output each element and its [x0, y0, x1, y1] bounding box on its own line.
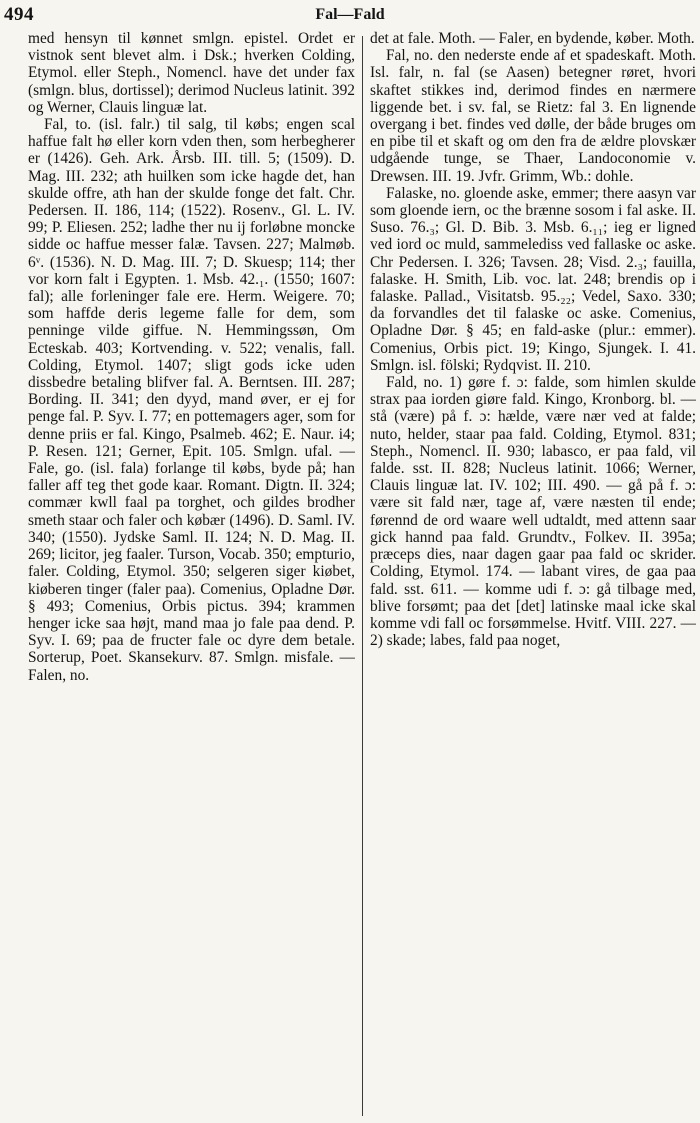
entry-fal-noun: Fal, no. den nederste ende af et spadeskaft. Moth. Isl. falr, n. fal (se Aasen) betegner røret, hvori skaftet stikkes ind, derimod findes en nærmere liggende bet. i sv. fal, se Rietz: fal 3. En lignende overgang i bet. findes ved dølle, der både bruges om en pibe til et skaft og om den fra de ældre plovskær udgående tunge, se Thaer, Landoconomie v. Drewsen. III. 19. Jvfr. Grimm, Wb.: dohle. — [370, 47, 696, 185]
entry-fal-adjective: Fal, to. (isl. falr.) til salg, til købs; engen scal haffue falt hø eller korn vden then, som herbegherer er (1426). Geh. Ark. Årsb. III. till. 5; (1509). D. Mag. III. 232; ath huilken som icke hagde det, han skulde offre, ath han der skulde fonge det falt. Chr. Pedersen. II. 186, 114; (1522). Rosenv., Gl. L. IV. 99; P. Eliesen. 252; ladhe ther nu ij forløbne moncke sidde oc haffue messer falæ. Tavsen. 227; Malmøb. 6ᵛ. (1536). N. D. Mag. III. 7; D. Skuesp; 114; ther vor korn falt i Egypten. 1. Msb. 42.₁. (1550; 1607: fal); alle forleninger fale ere. Herm. Weigere. 70; som haffde deris legeme falle for dem, som penninge vilde giffue. N. Hemmingssøn, Om Ecteskab. 403; Kortvending. v. 522; venalis, fall. Colding, Etymol. 1407; sligt gods icke uden dissbedre betaling blifver fal. A. Berntsen. III. 287; Bording. II. 341; den dyyd, mand øver, er ej for penge fal. P. Syv. I. 77; en pottemagers ager, som for denne priis er fal. Kingo, Psalmeb. 462; E. Naur. i4; P. Resen. 121; Gerner, Epit. 105. Smlgn. ufal. — Fale, go. (isl. fala) forlange til købs, byde på; han faller aff teg thet gode kaar. Romant. Digtn. II. 324; commær kwll faal pa torghet, och gildes brodher smeth staar och faler och købær (1496). D. Saml. IV. 340; (1550). Jydske Saml. II. 124; N. D. Mag. II. 269; licitor, jeg faaler. Turson, Vocab. 350; empturio, faler. Colding, Etymol. 350; selgeren siger kiøbet, kiøberen tinger (faler paa). Comenius, Opladne Dør. § 493; Comenius, Orbis pictus. 394; krammen henger icke saa højt, mand maa jo fale paa dend. P. Syv. I. 69; paa de fructer fale oc dyre dem betale. Sorterup, Poet. Skansekurv. 87. Smlgn. misfale. — Falen, no. — [28, 116, 355, 684]
right-column — [370, 30, 696, 1120]
running-head: Fal—Fald — [315, 6, 385, 23]
column-rule — [362, 36, 363, 1116]
page-number: 494 — [4, 4, 34, 25]
left-column — [28, 30, 355, 1120]
entry-continuation-right: det at fale. Moth. — Faler, en bydende, køber. Moth. — [370, 30, 695, 47]
entry-continuation: med hensyn til kønnet smlgn. epistel. Ordet er vistnok sent blevet alm. i Dsk.; hverken Colding, Etymol. eller Steph., Nomencl. have det under fax (smlgn. blus, dortissel); derimod Nucleus latinit. 392 og Werner, Clauis linguæ lat. — [28, 30, 355, 116]
entry-falaske: Falaske, no. gloende aske, emmer; there aasyn var som gloende iern, oc the brænne sosom i fal aske. II. Suso. 76.₃; Gl. D. Bib. 3. Msb. 6.₁₁; ieg er ligned ved iord oc muld, sammelediss ved fallaske oc aske. Chr Pedersen. I. 326; Tavsen. 28; Visd. 2.₃; fauilla, falaske. H. Smith, Lib. voc. lat. 248; brendis op i falaske. Pallad., Visitatsb. 95.₂₂; Vedel, Saxo. 330; da forvandles det til falaske oc aske. Comenius, Opladne Dør. § 45; en fald-aske (plur.: emmer). Comenius, Orbis pict. 19; Kingo, Sjungek. I. 41. Smlgn. isl. fölski; Rydqvist. II. 210. — [370, 184, 696, 374]
page-header — [0, 2, 700, 30]
entry-fald: Fald, no. 1) gøre f. ɔ: falde, som himlen skulde strax paa iorden giøre fald. Kingo, Kronborg. bl. — stå (være) på f. ɔ: hælde, være nær ved at falde; nuto, helder, staar paa fald. Colding, Etymol. 831; Steph., Nomencl. II. 930; labasco, er paa fald, vil falde. sst. II. 828; Nucleus latinit. 1066; Werner, Clauis linguæ lat. IV. 102; III. 490. — gå på f. ɔ: være sit fald nær, tage af, være næsten til ende; førennd de ord waare well udtaldt, med attenn saar gick hannd paa fald. Grundtv., Folkev. II. 395a; præceps dies, naar dagen gaar paa fald oc skrider. Colding, Etymol. 174. — labant vires, de gaa paa fald. sst. 611. — komme udi f. ɔ: gå tilbage med, blive forsømt; paa det [det] latinske maal icke skal komme vdi fall oc forsømmelse. Hvitf. VIII. 227. — 2) skade; labes, fald paa noget, — [370, 374, 696, 650]
